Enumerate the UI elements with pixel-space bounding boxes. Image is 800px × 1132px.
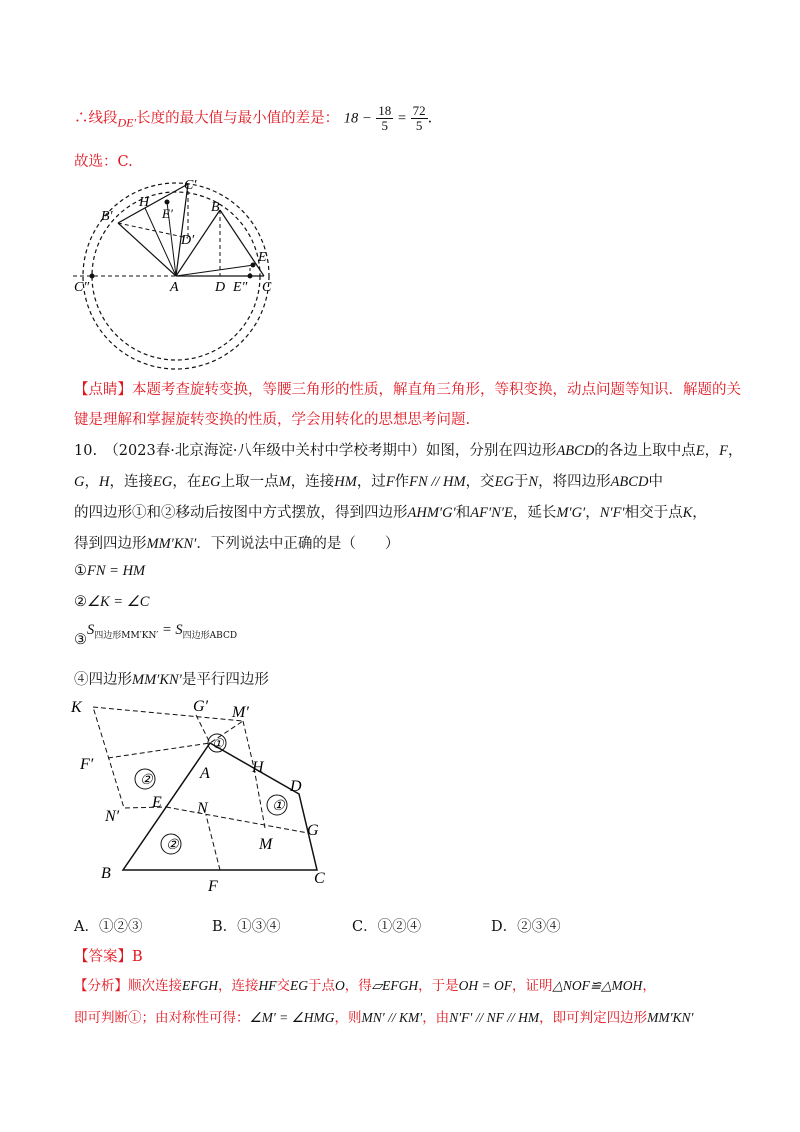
- label-d-prime: D′: [181, 233, 195, 248]
- dashed-g-prime-a: [196, 715, 210, 743]
- label-d: D: [215, 280, 226, 295]
- label-c-prime: C′: [184, 178, 197, 193]
- answer-tag: 【答案】: [74, 949, 132, 965]
- comment-line-1: [74, 378, 741, 399]
- label-e-double-prime: E″: [233, 280, 248, 295]
- label-region-1-top: ①: [212, 736, 224, 751]
- label-n: N: [197, 800, 208, 817]
- label-e: E: [258, 250, 267, 265]
- dashed-f-prime-a: [108, 743, 210, 758]
- equals-sign: =: [397, 110, 407, 127]
- label-g-prime: G′: [193, 698, 209, 715]
- question-10-line-3: 的四边形①和②移动后按图中方式摆放，得到四边形AHM′G′和AF′N′E，延长M′G′，N′F′相交于点K，: [74, 505, 707, 521]
- question-10-line-1: 10. （2023春·北京海淀·八年级中关村中学校考期中）如图，分别在四边形ABCD的各边上取中点E，F，: [74, 443, 743, 459]
- segment-bc: [220, 210, 264, 276]
- comment-tag: 【点睛】: [74, 382, 132, 398]
- point-e-double-prime: [248, 274, 253, 279]
- conclusion-text: 长度的最大值与最小值的差是：: [136, 110, 340, 127]
- fraction-18-5: $\frac{18}{5}$: [378, 103, 392, 133]
- label-f-prime: F′: [80, 756, 94, 773]
- fraction-72-5: $\frac{72}{5}$: [412, 103, 426, 133]
- rotation-figure: [70, 178, 290, 378]
- label-b-prime: B′: [101, 209, 113, 224]
- label-c: C: [314, 870, 325, 887]
- label-n-prime: N′: [105, 808, 120, 825]
- quadrilateral-figure: [64, 695, 344, 895]
- option-d[interactable]: D．②③④: [491, 919, 561, 935]
- dashed-eg: [166, 807, 308, 833]
- option-c[interactable]: C．①②④: [352, 919, 422, 935]
- comment-line-2: 键是理解和掌握旋转变换的性质，学会用转化的思想思考问题.: [74, 412, 471, 428]
- period: .: [427, 110, 433, 127]
- comment-text-1: 本题考查旋转变换，等腰三角形的性质，解直角三角形，等积变换，动点问题等知识．解题的关: [132, 382, 741, 398]
- label-d: D: [290, 778, 302, 795]
- dashed-outer-shape: [93, 707, 243, 808]
- label-g: G: [307, 822, 319, 839]
- label-b: B: [211, 200, 220, 215]
- label-b: B: [101, 865, 111, 882]
- option-a[interactable]: A．①②③: [74, 919, 143, 935]
- label-e: E: [152, 794, 162, 811]
- dashed-fn: [206, 815, 220, 870]
- point-e-prime: [165, 200, 170, 205]
- label-f: F: [208, 878, 218, 895]
- segment-de-prime: DE′: [117, 115, 137, 130]
- label-m-prime: M′: [232, 704, 249, 721]
- analysis-line-2: 即可判断①；由对称性可得：∠M′ = ∠HMG，则MN′ // KM′，由N′F′ // NF // HM，即可判定四边形MM′KN′: [74, 1010, 694, 1026]
- statement-2: ②∠K = ∠C: [74, 594, 150, 610]
- label-c-double-prime: C″: [74, 280, 90, 295]
- point-e: [251, 263, 256, 268]
- label-h: H: [139, 195, 150, 210]
- label-e-prime: E′: [162, 206, 173, 221]
- analysis-line-1: 【分析】顺次连接EFGH，连接HF交EG于点O，得▱EFGH，于是OH = OF，证明△NOF≌△MOH，: [74, 978, 656, 994]
- question-10-line-2: G，H，连接EG，在EG上取一点M，连接HM，过F作FN // HM，交EG于N，将四边形ABCD中: [74, 474, 663, 490]
- conclusion-prefix: ∴线段: [74, 110, 118, 127]
- label-h: H: [252, 759, 264, 776]
- segment-b-prime-c-prime: [118, 184, 188, 223]
- label-c: C: [262, 280, 272, 295]
- expr-18: 18 −: [343, 110, 372, 127]
- conclusion-line: [74, 104, 432, 133]
- segment-ac-prime: [176, 184, 188, 276]
- label-region-1-right: ①: [272, 799, 285, 814]
- statement-1: ①FN = HM: [74, 563, 146, 579]
- statement-3: $③S_{四边形MM'KN'} = S_{四边形ABCD}$: [74, 622, 238, 648]
- label-m: M: [259, 836, 273, 853]
- dashed-hm: [254, 768, 265, 828]
- option-b[interactable]: B．①③④: [212, 919, 281, 935]
- answer-value: B: [132, 949, 143, 965]
- segment-ae: [176, 265, 254, 276]
- question-10-line-4: 得到四边形MM′KN′．下列说法中正确的是（ ）: [74, 536, 400, 552]
- label-region-2-bottom: ②: [166, 838, 179, 853]
- choice-line: 故选：C.: [74, 154, 133, 170]
- segment-ab-prime: [118, 223, 176, 276]
- label-a: A: [200, 765, 210, 782]
- statement-4: ④四边形MM′KN′是平行四边形: [74, 672, 269, 688]
- label-a: A: [170, 280, 179, 295]
- answer-line: [74, 945, 143, 966]
- label-region-2-left: ②: [140, 773, 153, 788]
- label-k: K: [71, 699, 82, 716]
- point-c-double-prime: [90, 274, 95, 279]
